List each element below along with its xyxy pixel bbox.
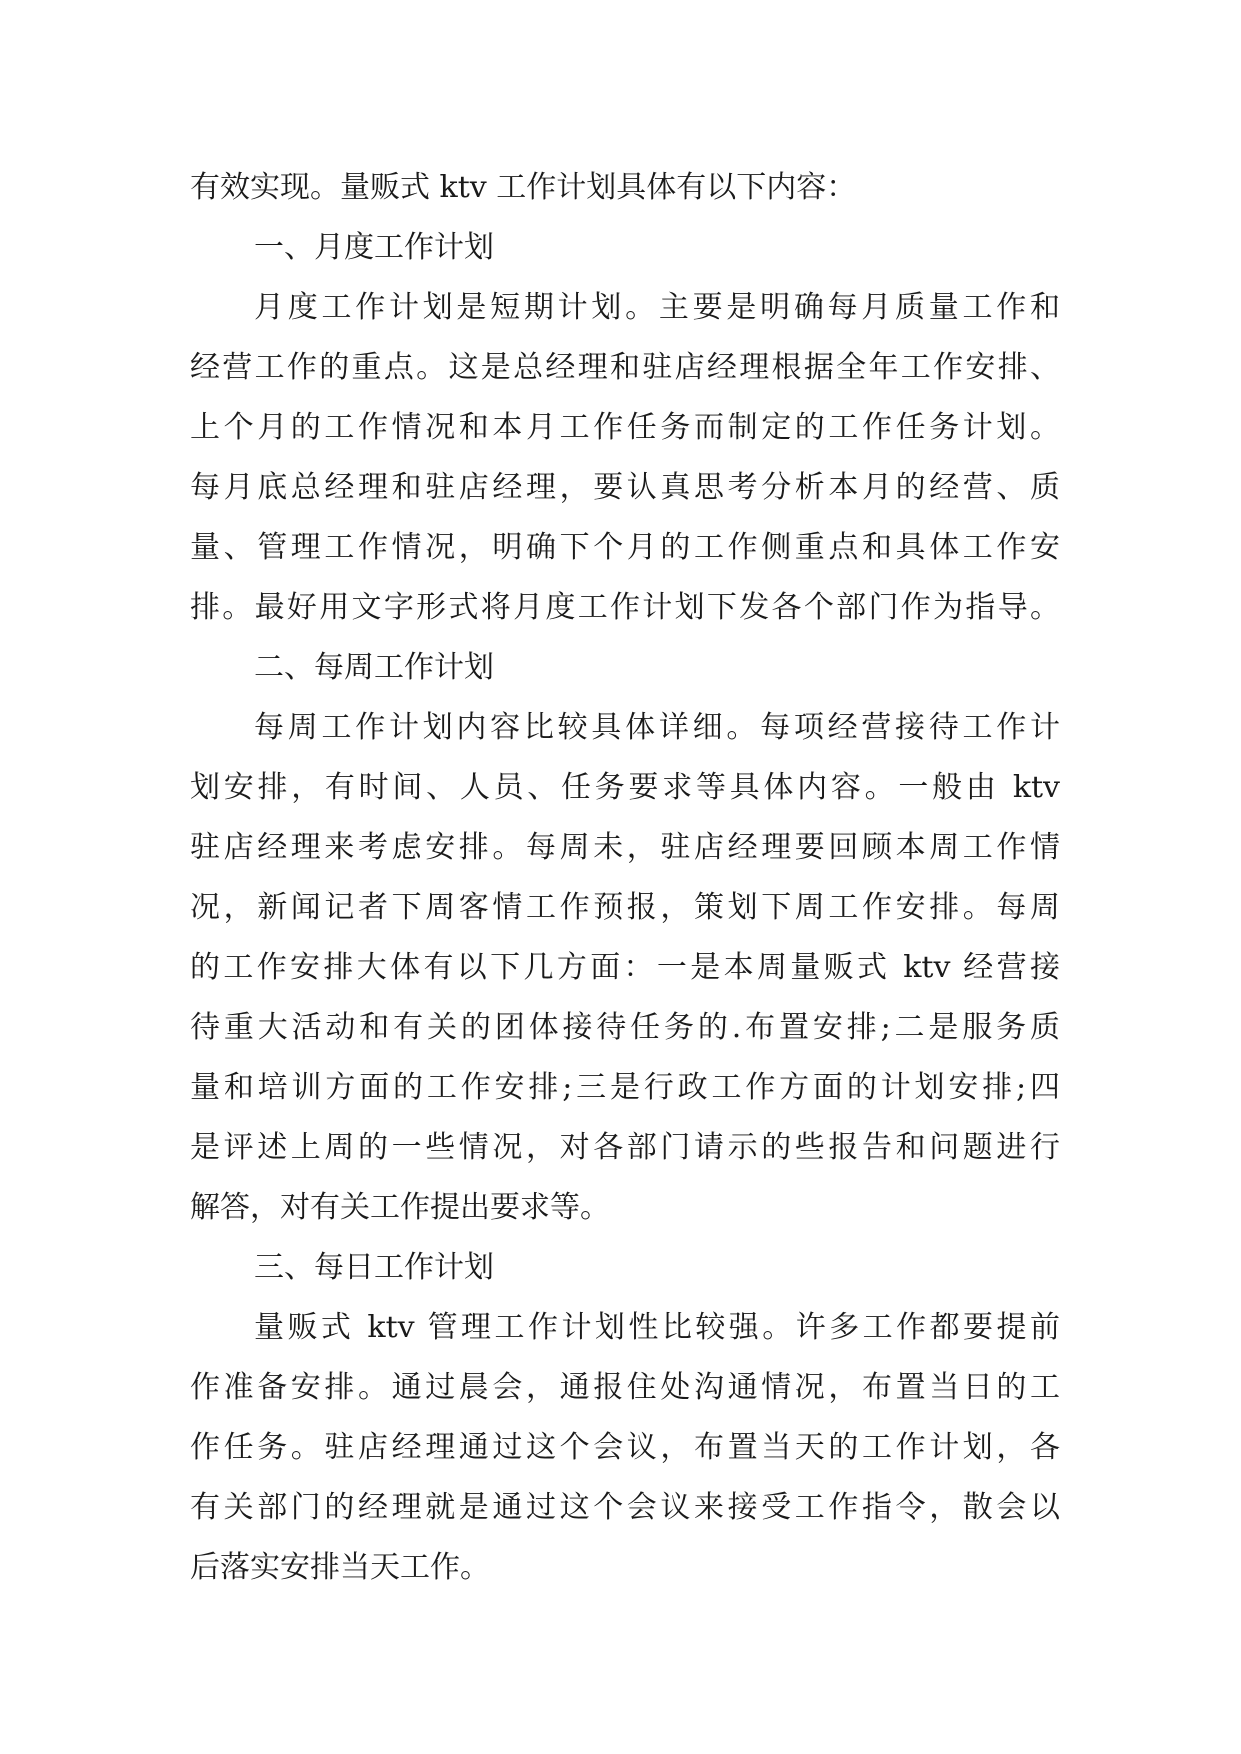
section-heading: 三、每日工作计划 <box>254 1250 494 1285</box>
body-line: 待重大活动和有关的团体接待任务的.布置安排;二是服务质 <box>190 1010 1060 1045</box>
body-line: 上个月的工作情况和本月工作任务而制定的工作任务计划。 <box>190 410 1060 445</box>
body-line: 划安排，有时间、人员、任务要求等具体内容。一般由 ktv <box>190 770 1060 805</box>
body-line: 作任务。驻店经理通过这个会议，布置当天的工作计划，各 <box>190 1430 1060 1465</box>
body-line: 排。最好用文字形式将月度工作计划下发各个部门作为指导。 <box>190 590 1060 625</box>
body-line: 是评述上周的一些情况，对各部门请示的些报告和问题进行 <box>190 1130 1060 1165</box>
body-line: 量和培训方面的工作安排;三是行政工作方面的计划安排;四 <box>190 1070 1060 1105</box>
body-line: 有关部门的经理就是通过这个会议来接受工作指令，散会以 <box>190 1490 1060 1525</box>
section-heading: 一、月度工作计划 <box>254 230 494 265</box>
body-line: 量、管理工作情况，明确下个月的工作侧重点和具体工作安 <box>190 530 1060 565</box>
document-page <box>190 158 1060 1598</box>
body-line: 量贩式 ktv 管理工作计划性比较强。许多工作都要提前 <box>254 1310 1060 1345</box>
body-line: 每月底总经理和驻店经理，要认真思考分析本月的经营、质 <box>190 470 1060 505</box>
body-line: 每周工作计划内容比较具体详细。每项经营接待工作计 <box>254 710 1060 745</box>
body-line: 有效实现。量贩式 ktv 工作计划具体有以下内容： <box>190 170 857 205</box>
body-line: 月度工作计划是短期计划。主要是明确每月质量工作和 <box>254 290 1060 325</box>
body-line: 驻店经理来考虑安排。每周未，驻店经理要回顾本周工作情 <box>190 830 1060 865</box>
body-line: 解答，对有关工作提出要求等。 <box>190 1190 610 1225</box>
section-heading: 二、每周工作计划 <box>254 650 494 685</box>
body-line: 后落实安排当天工作。 <box>190 1550 490 1585</box>
body-line: 作准备安排。通过晨会，通报住处沟通情况，布置当日的工 <box>190 1370 1060 1405</box>
body-line: 经营工作的重点。这是总经理和驻店经理根据全年工作安排、 <box>190 350 1060 385</box>
body-line: 况，新闻记者下周客情工作预报，策划下周工作安排。每周 <box>190 890 1060 925</box>
body-line: 的工作安排大体有以下几方面：一是本周量贩式 ktv 经营接 <box>190 950 1060 985</box>
